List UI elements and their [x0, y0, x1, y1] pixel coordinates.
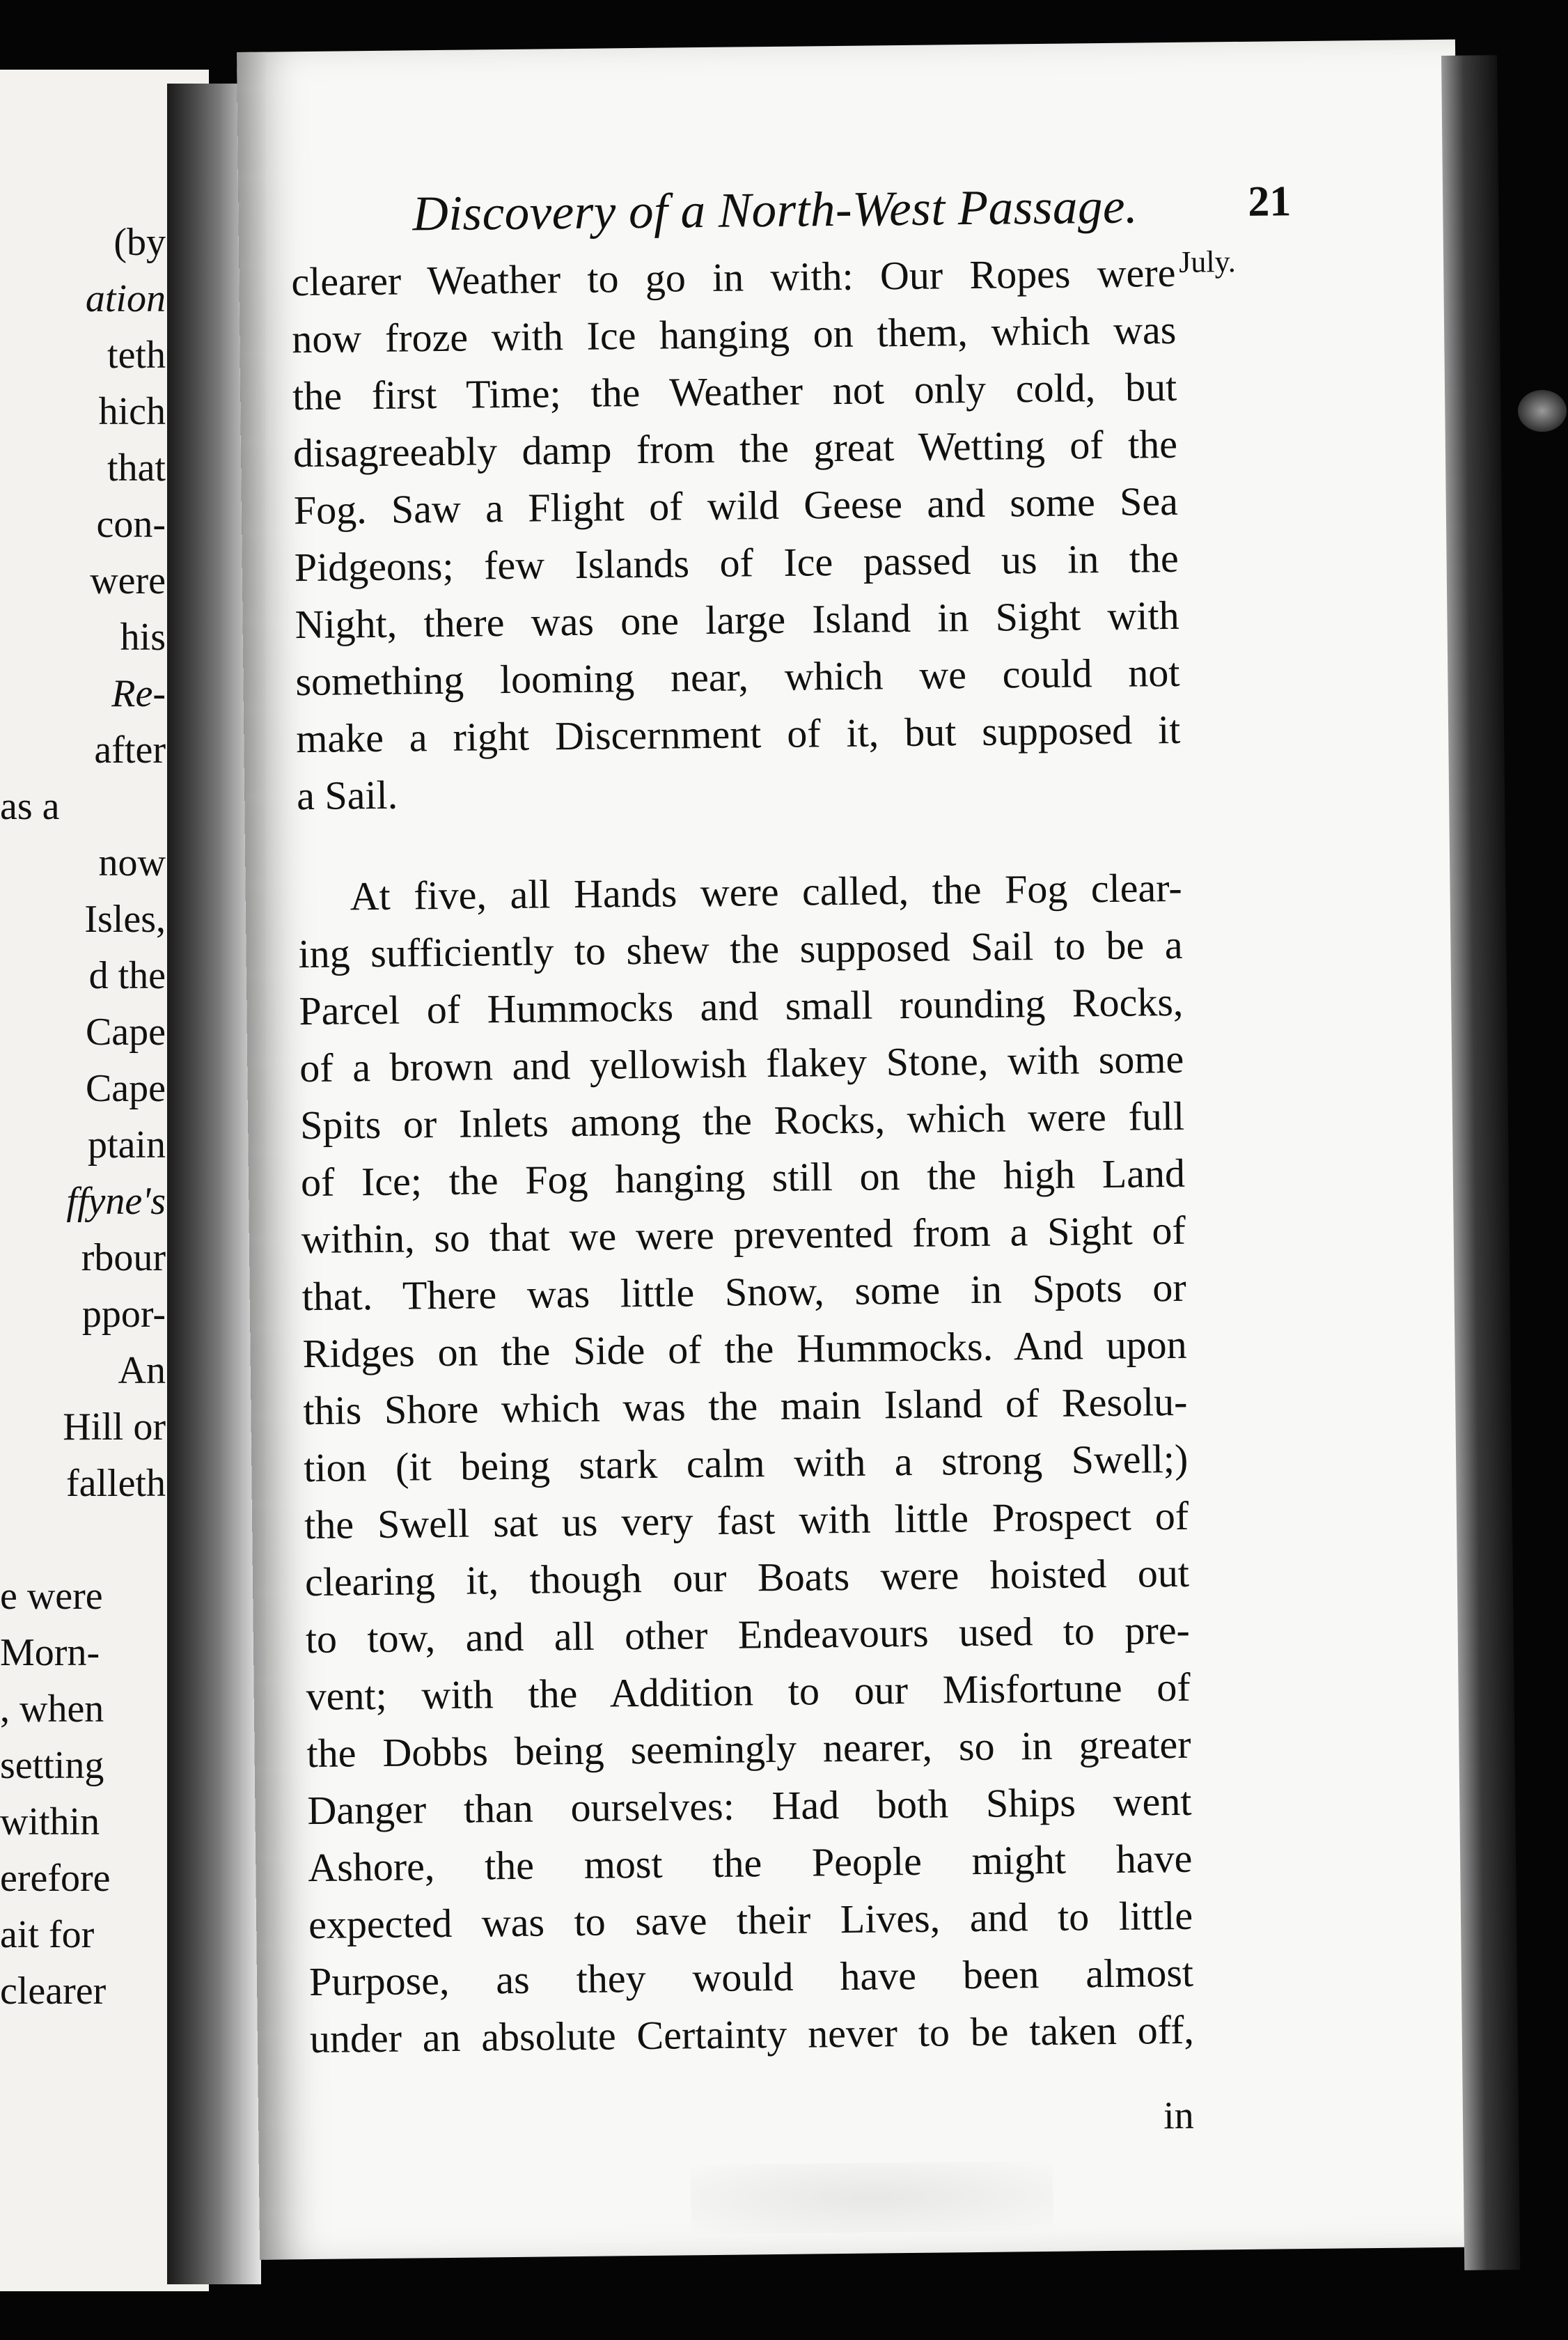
- text-line: Fog. Saw a Flight of wild Geese and some Sea: [293, 478, 1179, 533]
- page-number: 21: [1247, 178, 1292, 226]
- facing-page-line: now: [98, 841, 166, 884]
- text-line: Parcel of Hummocks and small rounding Rocks,: [299, 978, 1184, 1034]
- facing-page-line: (by: [113, 221, 166, 264]
- facing-page-line: Isles,: [84, 898, 166, 941]
- body-text: [291, 244, 1194, 2068]
- text-line: to tow, and all other Endeavours used to pre-: [305, 1607, 1191, 1662]
- text-line: Pidgeons; few Islands of Ice passed us in the: [294, 535, 1179, 591]
- facing-page-line: teth: [107, 334, 166, 377]
- facing-page-line: con-: [96, 503, 166, 546]
- text-line: tion (it being stark calm with a strong Swell;): [303, 1435, 1189, 1491]
- facing-page-line: rbour: [81, 1236, 166, 1279]
- paper-stain: [691, 2161, 1053, 2234]
- text-line: of a brown and yellowish flakey Stone, with some: [299, 1036, 1184, 1091]
- text-line: Night, there was one large Island in Sight with: [295, 592, 1179, 648]
- facing-page-line: after: [94, 728, 166, 772]
- text-line: the Dobbs being seemingly nearer, so in greater: [306, 1721, 1191, 1777]
- text-line: a Sail.: [296, 772, 398, 819]
- text-line: Spits or Inlets among the Rocks, which were full: [299, 1093, 1185, 1148]
- facing-page-line: clearer: [0, 1970, 107, 2013]
- text-line: within, so that we were prevented from a Sight of: [301, 1207, 1186, 1263]
- text-line: make a right Discernment of it, but supposed it: [295, 706, 1181, 762]
- text-line: Danger than ourselves: Had both Ships went: [307, 1778, 1192, 1834]
- text-line: Ridges on the Side of the Hummocks. And upon: [302, 1321, 1187, 1377]
- facing-page-line: , when: [0, 1687, 104, 1731]
- facing-page-line: that: [107, 446, 166, 490]
- facing-page-line: erefore: [0, 1857, 111, 1900]
- facing-page-line: ation: [85, 277, 166, 320]
- facing-page-line: within: [0, 1800, 100, 1843]
- facing-page-line: d the: [88, 954, 166, 997]
- text-line: Purpose, as they would have been almost: [308, 1949, 1194, 2005]
- facing-page-line: hich: [98, 390, 166, 433]
- facing-page-line: were: [90, 559, 166, 602]
- text-line: expected was to save their Lives, and to little: [308, 1892, 1193, 1948]
- facing-page-line: e were: [0, 1575, 103, 1618]
- facing-page-line: Cape: [85, 1067, 166, 1110]
- margin-date-note: July.: [1178, 244, 1236, 279]
- text-line: vent; with the Addition to our Misfortune of: [306, 1664, 1191, 1719]
- facing-page-line: Hill or: [63, 1405, 166, 1449]
- facing-page-line: An: [118, 1349, 166, 1392]
- text-line: under an absolute Certainty never to be taken off,: [309, 2006, 1195, 2062]
- text-line: that. There was little Snow, some in Spots or: [301, 1264, 1186, 1320]
- facing-page-line: Morn-: [0, 1631, 100, 1674]
- facing-page-line: Cape: [85, 1011, 166, 1054]
- catchword: in: [1163, 2093, 1194, 2138]
- text-line: now froze with Ice hanging on them, which was: [291, 306, 1177, 362]
- text-line: ing sufficiently to shew the supposed Sail to be a: [298, 921, 1183, 977]
- facing-page-line: as a: [0, 785, 60, 828]
- text-line: the Swell sat us very fast with little Prospect of: [304, 1492, 1189, 1548]
- text-line: clearing it, though our Boats were hoisted out: [304, 1550, 1190, 1605]
- text-line: disagreeably damp from the great Wetting of the: [292, 421, 1178, 476]
- text-line: this Shore which was the main Island of Resolu-: [303, 1378, 1188, 1434]
- text-line: At five, all Hands were called, the Fog clear-: [350, 864, 1182, 919]
- facing-page-line: falleth: [65, 1462, 166, 1505]
- facing-page-line: his: [120, 616, 166, 659]
- text-line: something looming near, which we could not: [295, 649, 1180, 705]
- running-head: Discovery of a North-West Passage.: [412, 179, 1138, 242]
- text-line: clearer Weather to go in with: Our Ropes were: [291, 249, 1176, 305]
- text-line: the first Time; the Weather not only cold, but: [292, 364, 1177, 419]
- facing-page-line: ptain: [88, 1123, 166, 1167]
- book-page: [237, 40, 1478, 2260]
- facing-page-line: Re-: [111, 672, 166, 715]
- facing-page-line: setting: [0, 1744, 104, 1787]
- facing-page-line: ppor-: [81, 1293, 166, 1336]
- text-line: Ashore, the most the People might have: [307, 1835, 1193, 1891]
- facing-page-line: ait for: [0, 1913, 95, 1956]
- background-smudge: [1518, 390, 1567, 432]
- text-line: of Ice; the Fog hanging still on the high Land: [300, 1150, 1186, 1206]
- facing-page-line: ffyne's: [66, 1180, 166, 1223]
